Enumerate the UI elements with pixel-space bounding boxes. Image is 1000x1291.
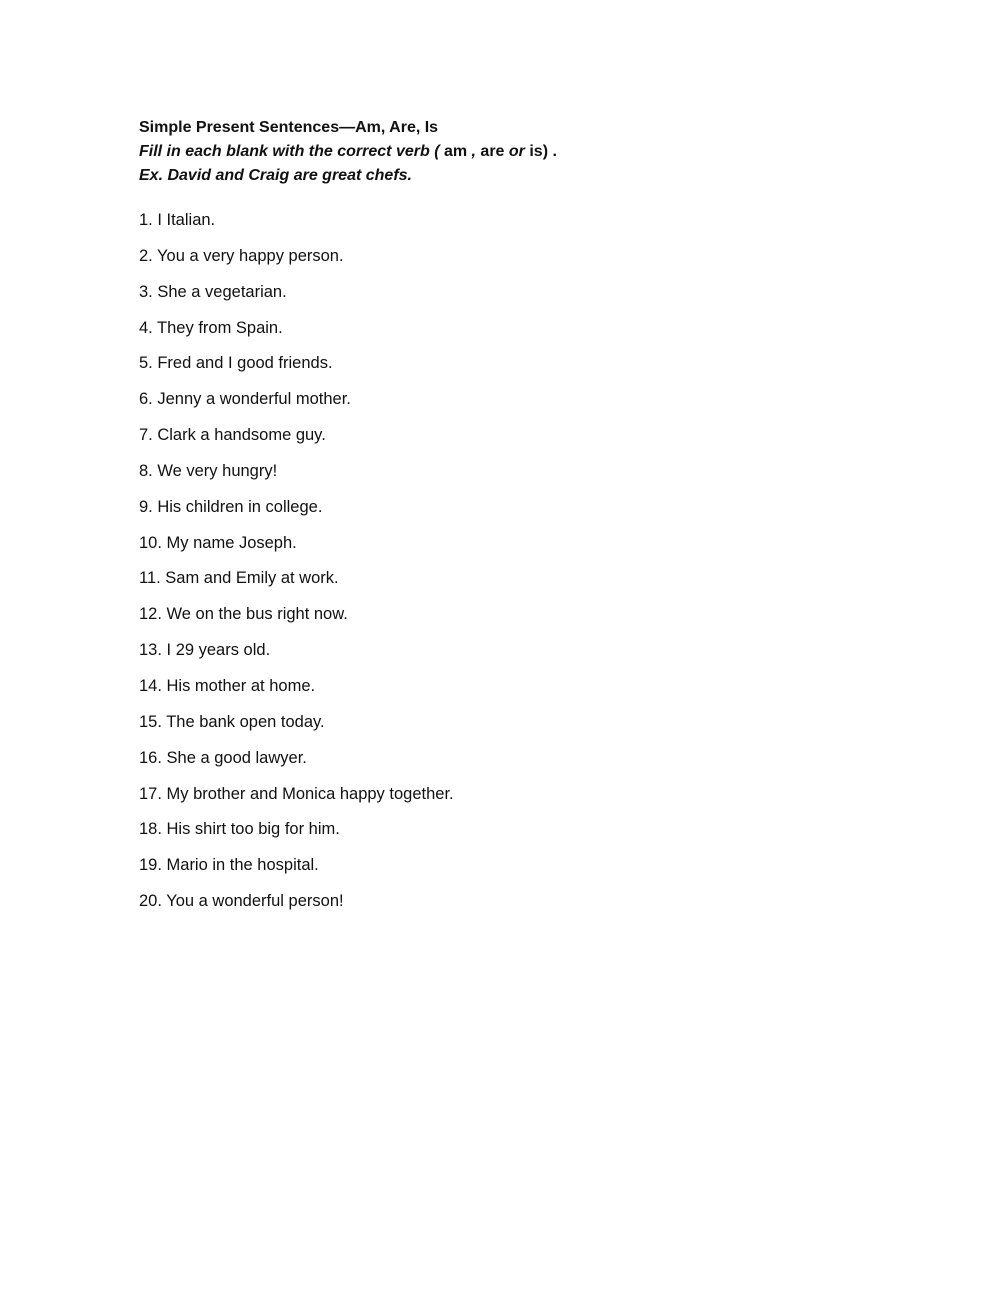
question-item: 15. The bank open today. [139,712,325,731]
question-item: 5. Fred and I good friends. [139,354,333,373]
instructions-lead: Fill in each blank with the correct verb ( [139,143,440,160]
question-item: 16. She a good lawyer. [139,748,307,767]
verb-are: are [475,143,509,160]
question-item: 9. His children in college. [139,497,323,516]
question-item: 12. We on the bus right now. [139,605,348,624]
question-item: 11. Sam and Emily at work. [139,569,339,588]
question-item: 20. You a wonderful person! [139,892,344,911]
question-item: 4. They from Spain. [139,318,283,337]
verb-is: is) . [524,143,557,160]
question-item: 7. Clark a handsome guy. [139,426,326,445]
question-item: 14. His mother at home. [139,676,316,695]
question-item: 19. Mario in the hospital. [139,856,319,875]
question-item: 8. We very hungry! [139,461,278,480]
question-item: 18. His shirt too big for him. [139,820,340,839]
question-item: 1. I Italian. [139,211,216,229]
verb-am: am [439,143,472,160]
question-list [139,211,939,928]
worksheet [139,116,939,944]
question-item: 17. My brother and Monica happy together. [139,784,454,803]
instructions-separator: , [471,143,476,160]
worksheet-title: Simple Present Sentences—Am, Are, Is [139,119,439,136]
question-item: 3. She a vegetarian. [139,282,287,301]
example-sentence: Ex. David and Craig are great chefs. [139,167,412,184]
question-item: 13. I 29 years old. [139,641,271,660]
question-item: 10. My name Joseph. [139,533,297,552]
instructions-or: or [508,143,525,160]
question-item: 2. You a very happy person. [139,246,344,265]
question-item: 6. Jenny a wonderful mother. [139,390,351,409]
instructions [139,140,939,164]
